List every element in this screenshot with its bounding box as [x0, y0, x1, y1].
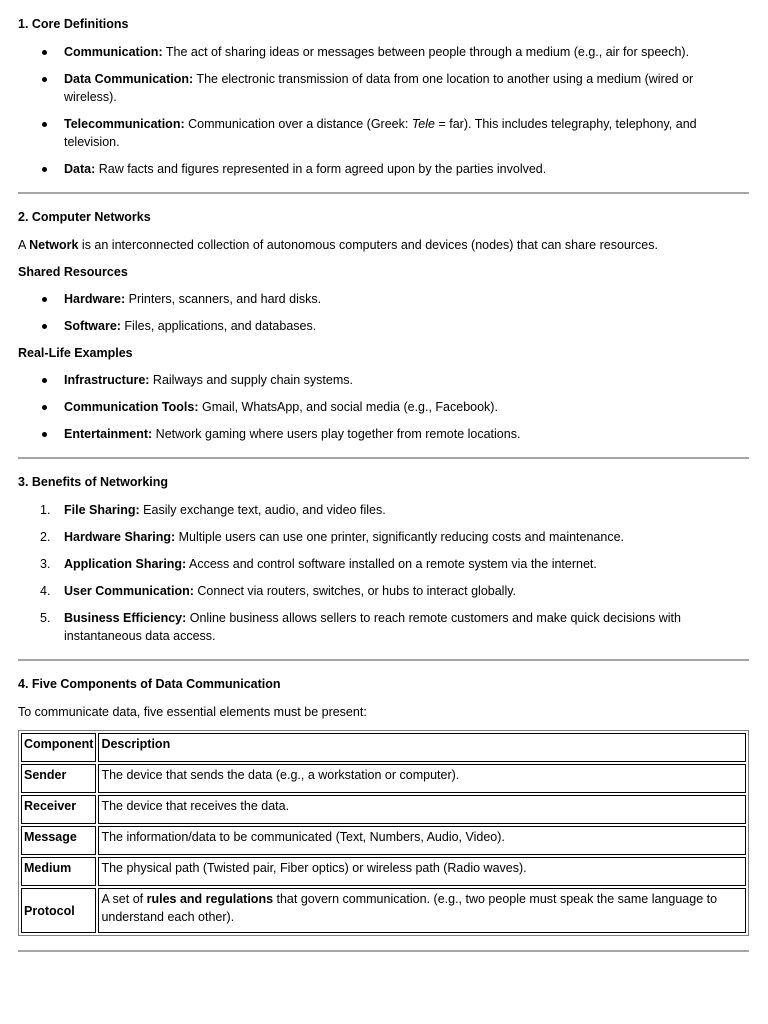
term-label: Data Communication: — [64, 72, 194, 86]
network-definition — [18, 236, 749, 254]
term-text: The electronic transmission of data from one location to another using a medium (wired or wireless). — [64, 72, 694, 104]
term-label: Hardware Sharing: — [64, 530, 176, 544]
components-table — [18, 730, 749, 936]
term-text: Connect via routers, switches, or hubs to interact globally. — [193, 584, 517, 598]
cell-text: A set of — [101, 892, 147, 906]
term-label: Entertainment: — [64, 427, 153, 441]
description-cell: The information/data to be communicated (Text, Numbers, Audio, Video). — [98, 826, 746, 855]
table-row — [21, 888, 746, 933]
section-divider — [18, 659, 749, 661]
table-row — [21, 795, 746, 824]
term-text: Raw facts and figures represented in a form agreed upon by the parties involved. — [95, 162, 547, 176]
term-label: Communication Tools: — [64, 400, 199, 414]
term-label: Data: — [64, 162, 96, 176]
term-label: Application Sharing: — [64, 557, 187, 571]
component-cell: Protocol — [21, 888, 96, 933]
term-text: = far). This includes telegraphy, telephony, and television. — [64, 117, 697, 149]
list-item — [18, 70, 749, 106]
para-text: A — [18, 238, 30, 252]
list-item — [18, 528, 749, 546]
term-label: Communication: — [64, 45, 163, 59]
component-cell: Sender — [21, 764, 96, 793]
term-text: Online business allows sellers to reach remote customers and make quick decisions with instantaneous data access. — [64, 611, 681, 643]
components-intro: To communicate data, five essential elements must be present: — [18, 705, 367, 719]
item-number: 1. — [40, 503, 51, 517]
list-item — [18, 555, 749, 573]
term-text: Gmail, WhatsApp, and social media (e.g., Facebook). — [198, 400, 498, 414]
core-definitions-list — [18, 43, 749, 178]
table-header-cell: Component — [21, 733, 96, 762]
term-text: Files, applications, and databases. — [120, 319, 317, 333]
term-italic: Tele — [411, 117, 435, 131]
section-1-heading: 1. Core Definitions — [18, 17, 129, 31]
table-row — [21, 826, 746, 855]
list-item — [18, 371, 749, 389]
term-label: Telecommunication: — [64, 117, 185, 131]
item-number: 3. — [40, 557, 51, 571]
list-item — [18, 290, 749, 308]
network-term: Network — [29, 238, 79, 252]
description-cell — [98, 888, 746, 933]
component-cell: Medium — [21, 857, 96, 886]
term-label: Business Efficiency: — [64, 611, 187, 625]
cell-bold-text: rules and regulations — [146, 892, 274, 906]
list-item — [18, 43, 749, 61]
list-item — [18, 501, 749, 519]
section-4-heading: 4. Five Components of Data Communication — [18, 677, 281, 691]
real-life-examples-heading: Real-Life Examples — [18, 346, 133, 360]
list-item — [18, 425, 749, 443]
term-label: Infrastructure: — [64, 373, 150, 387]
description-cell: The device that receives the data. — [98, 795, 746, 824]
list-item — [18, 160, 749, 178]
section-3-heading: 3. Benefits of Networking — [18, 475, 169, 489]
section-2-heading: 2. Computer Networks — [18, 210, 151, 224]
term-text: Access and control software installed on a remote system via the internet. — [186, 557, 597, 571]
term-text: Railways and supply chain systems. — [149, 373, 353, 387]
item-number: 5. — [40, 611, 51, 625]
table-header-cell: Description — [98, 733, 746, 762]
term-label: User Communication: — [64, 584, 194, 598]
term-text: The act of sharing ideas or messages between people through a medium (e.g., air for speech). — [162, 45, 690, 59]
benefits-list — [18, 501, 749, 645]
item-number: 2. — [40, 530, 51, 544]
list-item — [18, 609, 749, 645]
term-text: Multiple users can use one printer, significantly reducing costs and maintenance. — [175, 530, 624, 544]
component-cell: Receiver — [21, 795, 96, 824]
real-life-examples-list — [18, 371, 749, 443]
para-text: is an interconnected collection of autonomous computers and devices (nodes) that can share resources. — [78, 238, 658, 252]
term-text: Network gaming where users play together from remote locations. — [152, 427, 521, 441]
term-text: Easily exchange text, audio, and video files. — [139, 503, 386, 517]
component-cell: Message — [21, 826, 96, 855]
table-row — [21, 764, 746, 793]
item-number: 4. — [40, 584, 51, 598]
list-item — [18, 582, 749, 600]
section-divider — [18, 192, 749, 194]
shared-resources-heading: Shared Resources — [18, 265, 128, 279]
term-label: File Sharing: — [64, 503, 140, 517]
cell-text: that govern communication. (e.g., two people must speak the same language to understand each other). — [101, 892, 718, 924]
term-text: Printers, scanners, and hard disks. — [125, 292, 322, 306]
table-header-row — [21, 733, 746, 762]
document-page — [18, 15, 749, 966]
shared-resources-list — [18, 290, 749, 335]
section-divider — [18, 457, 749, 459]
section-divider — [18, 950, 749, 952]
term-text: Communication over a distance (Greek: — [184, 117, 412, 131]
description-cell: The device that sends the data (e.g., a workstation or computer). — [98, 764, 746, 793]
term-label: Software: — [64, 319, 121, 333]
list-item — [18, 398, 749, 416]
list-item — [18, 317, 749, 335]
term-label: Hardware: — [64, 292, 126, 306]
table-row — [21, 857, 746, 886]
list-item — [18, 115, 749, 151]
description-cell: The physical path (Twisted pair, Fiber optics) or wireless path (Radio waves). — [98, 857, 746, 886]
